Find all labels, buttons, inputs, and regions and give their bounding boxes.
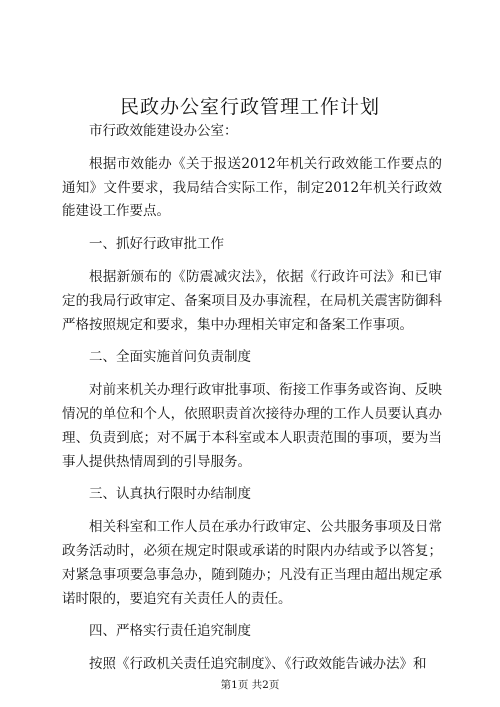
section-heading-4: 四、严格实行责任追究制度 (89, 623, 251, 640)
document-body (62, 120, 442, 677)
section-heading-3: 三、认真执行限时办结制度 (89, 486, 251, 503)
section-paragraph-4: 按照《行政机关责任追究制度》、《行政效能告诫办法》和 (89, 656, 427, 673)
section-heading-1: 一、抓好行政审批工作 (89, 236, 224, 253)
section-paragraph-2: 对前来机关办理行政审批事项、衔接工作事务或咨询、反映情况的单位和个人，依照职责首次接待办理的工作人员要认真办理、负责到底；对不属于本科室或本人职责范围的事项，要为当事人提供热情周到的引导服务。 (62, 382, 442, 470)
document-title: 民政办公室行政管理工作计划 (119, 96, 380, 118)
intro-paragraph: 根据市效能办《关于报送2012年机关行政效能工作要点的通知》文件要求，我局结合实际工作，制定2012年机关行政效能建设工作要点。 (62, 155, 442, 220)
section-paragraph-3: 相关科室和工作人员在承办行政审定、公共服务事项及日常政务活动时，必须在规定时限或承诺的时限内办结或予以答复；对紧急事项要急事急办，随到随办；凡没有正当理由超出规定承诺时限的，要追究有关责任人的责任。 (62, 519, 442, 607)
section-heading-2: 二、全面实施首问负责制度 (89, 349, 251, 366)
page-footer: 第1页 共2页 (220, 679, 280, 691)
section-paragraph-1: 根据新颁布的《防震减灾法》，依据《行政许可法》和已审定的我局行政审定、备案项目及办事流程，在局机关震害防御科严格按照规定和要求，集中办理相关审定和备案工作事项。 (62, 268, 442, 333)
salutation: 市行政效能建设办公室： (89, 123, 238, 139)
